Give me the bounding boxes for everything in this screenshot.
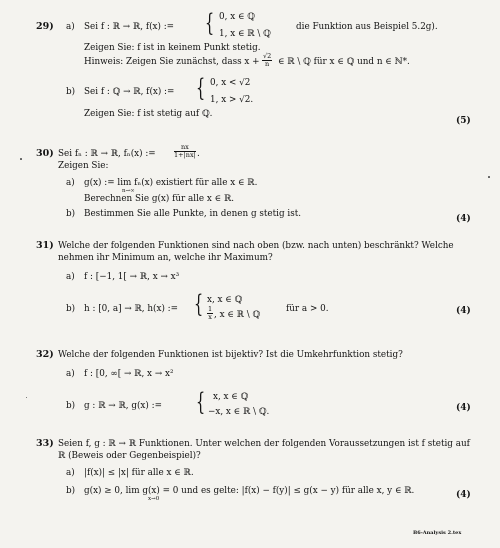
problem-32b-case-1: x, x ∈ ℚ (213, 392, 249, 402)
problem-30a-text: g(x) := lim fₙ(x) existiert für alle x ∈ ℝ. (84, 178, 258, 188)
hint-fraction-denominator: n (265, 60, 270, 68)
problem-31-line-1: Welche der folgenden Funktionen sind nach oben (bzw. nach unten) beschränkt? Welche (58, 241, 454, 251)
problem-31b-label: b) (66, 304, 76, 314)
problem-29a-tail: die Funktion aus Beispiel 5.2g). (296, 22, 438, 32)
problem-29a-label: a) (66, 22, 75, 32)
problem-33a-text: |f(x)| ≤ |x| für alle x ∈ ℝ. (84, 468, 194, 478)
problem-29a-hint-fraction (262, 53, 272, 68)
problem-31b-tail: für a > 0. (286, 304, 329, 314)
fraction-numerator: nx (174, 144, 196, 152)
problem-30-points: (4) (456, 214, 471, 224)
problem-32-points: (4) (456, 403, 471, 413)
footer-filename: B6-Analysis 2.tex (413, 530, 462, 536)
problem-33-number: 33) (36, 438, 54, 449)
problem-29b-label: b) (66, 87, 76, 97)
problem-32-line-1: Welche der folgenden Funktionen ist bijektiv? Ist die Umkehrfunktion stetig? (58, 350, 403, 360)
problem-31a-text: f : [−1, 1[ → ℝ, x → x³ (84, 272, 180, 282)
problem-29a-hint-tail: ∈ ℝ \ ℚ für x ∈ ℚ und n ∈ ℕ*. (278, 57, 410, 67)
problem-29a-case-1: 0, x ∈ ℚ (219, 12, 255, 22)
problem-31-points: (4) (456, 306, 471, 316)
problem-32a-label: a) (66, 369, 75, 379)
scan-speck (488, 176, 490, 178)
problem-32b-brace: { (196, 388, 206, 416)
problem-30-number: 30) (36, 148, 54, 159)
problem-30-show: Zeigen Sie: (58, 161, 109, 171)
problem-31b-brace: { (194, 290, 204, 318)
problem-29-points: (5) (456, 116, 471, 126)
problem-32b-case-2: −x, x ∈ ℝ \ ℚ. (208, 407, 270, 417)
fraction-denominator: 1+|nx| (174, 151, 196, 159)
problem-29a-definition: Sei f : ℝ → ℝ, f(x) := (84, 22, 175, 32)
case-fraction-denominator: x (208, 313, 212, 321)
problem-33b-text: g(x) ≥ 0, lim g(x) = 0 und es gelte: |f(x) − f(y)| ≤ g(x − y) für alle x, y ∈ ℝ. (84, 486, 415, 496)
scan-speck (26, 397, 27, 398)
case-fraction-numerator: 1 (208, 305, 213, 313)
problem-32b-label: b) (66, 401, 76, 411)
problem-30-definition: Sei fₙ : ℝ → ℝ, fₙ(x) := (58, 149, 156, 159)
problem-31-line-2: nehmen ihr Minimum an, welche ihr Maximum? (58, 253, 273, 263)
scan-speck (20, 158, 22, 160)
problem-30-definition-end: . (197, 149, 200, 159)
problem-30a-text-2: Berechnen Sie g(x) für alle x ∈ ℝ. (84, 194, 235, 204)
problem-29-number: 29) (36, 21, 54, 32)
problem-33b-limit-subscript: x→0 (148, 496, 160, 502)
problem-29b-brace: { (196, 74, 206, 102)
hint-fraction-numerator: √2 (263, 52, 272, 60)
problem-29b-case-2: 1, x > √2. (210, 95, 254, 105)
problem-31-number: 31) (36, 240, 54, 251)
problem-29a-case-2: 1, x ∈ ℝ \ ℚ (219, 29, 271, 39)
problem-29a-task: Zeigen Sie: f ist in keinem Punkt stetig. (84, 43, 261, 53)
problem-33-line-2: ℝ (Beweis oder Gegenbeispiel)? (58, 451, 201, 461)
problem-30a-label: a) (66, 178, 75, 188)
problem-31a-label: a) (66, 272, 75, 282)
problem-29a-hint: Hinweis: Zeigen Sie zunächst, dass x + (84, 57, 260, 67)
problem-29b-case-1: 0, x < √2 (210, 78, 251, 88)
problem-33a-label: a) (66, 468, 75, 478)
problem-30a-limit-subscript: n→∞ (122, 188, 135, 194)
problem-33-line-1: Seien f, g : ℝ → ℝ Funktionen. Unter welchen der folgenden Voraussetzungen ist f stetig auf (58, 439, 470, 449)
problem-31b-definition: h : [0, a] → ℝ, h(x) := (84, 304, 179, 314)
problem-31b-case-2: , x ∈ ℝ \ ℚ (214, 310, 261, 320)
problem-31b-case-1: x, x ∈ ℚ (207, 295, 243, 305)
problem-30b-label: b) (66, 209, 76, 219)
problem-29b-definition: Sei f : ℚ → ℝ, f(x) := (84, 87, 175, 97)
problem-29a-brace: { (205, 9, 215, 37)
problem-33b-label: b) (66, 486, 76, 496)
problem-32-number: 32) (36, 349, 54, 360)
problem-31b-case-2-fraction (207, 306, 213, 321)
problem-32a-text: f : [0, ∞[ → ℝ, x → x² (84, 369, 174, 379)
problem-30-fraction (174, 144, 196, 159)
problem-32b-definition: g : ℝ → ℝ, g(x) := (84, 401, 162, 411)
problem-33-points: (4) (456, 490, 471, 500)
problem-30b-text: Bestimmen Sie alle Punkte, in denen g stetig ist. (84, 209, 302, 219)
problem-29b-task: Zeigen Sie: f ist stetig auf ℚ. (84, 109, 213, 119)
